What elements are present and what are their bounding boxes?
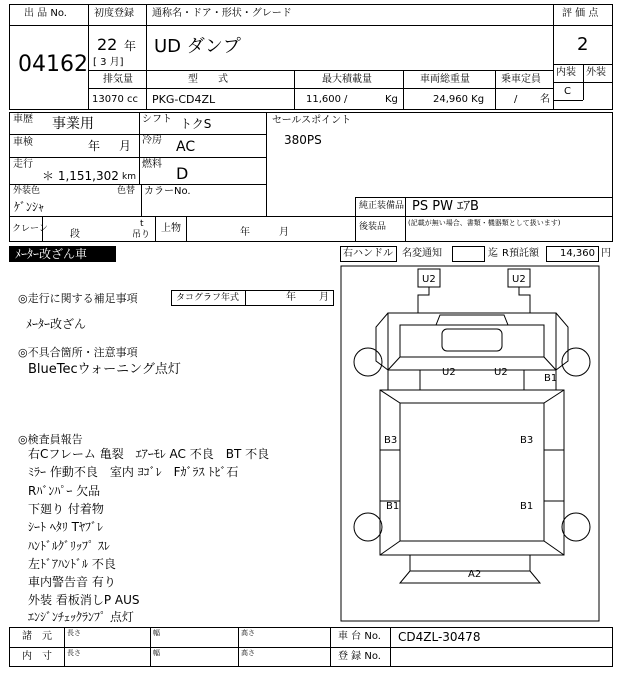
- driving-heading: ◎走行に関する補足事項: [18, 292, 138, 305]
- color-code-label: カラーNo.: [144, 186, 191, 197]
- capacity-unit: 名: [540, 94, 550, 105]
- windshield: [442, 329, 502, 351]
- recycle-label: R預託額: [502, 248, 539, 259]
- tacho-label: タコグラフ年式: [176, 293, 240, 303]
- footer-width-1: 幅: [153, 629, 160, 637]
- wheel-rear-right: [562, 513, 590, 541]
- reg-year: 22: [97, 35, 118, 54]
- tacho-month: 月: [319, 292, 329, 303]
- footer-length-1: 長さ: [67, 629, 81, 637]
- inspector-heading: ◎検査員報告: [18, 433, 83, 446]
- max-load-value: 11,600: [306, 94, 341, 105]
- shift-value: トクS: [180, 117, 212, 131]
- tacho-year: 年: [286, 292, 296, 303]
- body-year: 年: [240, 227, 250, 238]
- mark-b1-left: B1: [386, 501, 400, 512]
- interior-grade: C: [564, 86, 571, 97]
- lot-label: 出 品 No.: [24, 8, 67, 19]
- footer-height-1: 高さ: [241, 629, 255, 637]
- truck-damage-diagram: [340, 265, 600, 622]
- color-no-label: 色替: [117, 186, 136, 196]
- reg-year-unit: 年: [124, 39, 137, 53]
- crane-lift: 吊り: [132, 230, 151, 240]
- dump-body: [380, 390, 564, 555]
- displacement-label: 排気量: [103, 74, 133, 85]
- gvw-label: 車両総重量: [420, 74, 470, 85]
- inspector-line: 左ﾄﾞｱﾊﾝﾄﾞﾙ 不良: [28, 557, 116, 571]
- ac-value: AC: [176, 139, 196, 155]
- exterior-color-value: ｹﾞﾝｼｬ: [14, 200, 45, 214]
- mark-b1-top: B1: [544, 373, 558, 384]
- inspection-month: 月: [119, 139, 132, 153]
- score-value: 2: [577, 34, 589, 55]
- defect-heading: ◎不具合箇所・注意事項: [18, 346, 138, 359]
- interior-label: 内装: [556, 67, 576, 78]
- equipment-label: 純正装備品: [359, 201, 405, 211]
- capacity-slash: /: [514, 94, 518, 105]
- mileage-value: ＊ 1,151,302: [42, 169, 119, 183]
- inspector-line: 右Cフレーム 亀裂 ｴｱｰﾓﾚ AC 不良 BT 不良: [28, 447, 270, 461]
- crane-ton: t: [140, 219, 144, 229]
- car-name-label: 通称名・ドア・形状・グレード: [152, 8, 292, 19]
- driving-note: ﾒｰﾀｰ改ざん: [26, 317, 87, 331]
- footer-width-2: 幅: [153, 649, 160, 657]
- mileage-unit: km: [122, 172, 136, 182]
- name-change-label: 名変通知: [402, 248, 442, 259]
- sales-point-label: セールスポイント: [272, 115, 352, 126]
- fuel-label: 燃料: [142, 159, 162, 170]
- aftermarket-label: 後装品: [359, 222, 387, 232]
- inspection-year: 年: [88, 139, 101, 153]
- mark-a2: A2: [468, 569, 482, 580]
- inspector-line: Rﾊﾞﾝﾊﾟｰ 欠品: [28, 484, 101, 498]
- equipment-value: PS PW ｴｱB: [412, 199, 479, 214]
- mark-u2-top-left: U2: [422, 274, 436, 285]
- fuel-value: D: [176, 164, 189, 183]
- recycle-amount: 14,360: [560, 248, 595, 259]
- displacement-value: 13070 cc: [92, 94, 138, 105]
- defect-note: BlueTecウォーニング点灯: [28, 362, 181, 377]
- mark-b1-right: B1: [520, 501, 534, 512]
- exterior-label: 外装: [586, 67, 606, 78]
- steering-value: 右ハンドル: [343, 248, 393, 259]
- wheel-rear-left: [354, 513, 382, 541]
- crane-label: クレーン: [12, 224, 48, 234]
- name-change-box: [452, 246, 485, 262]
- body-label: 上物: [161, 223, 181, 234]
- chassis-number: CD4ZL-30478: [398, 630, 481, 644]
- history-value: 事業用: [52, 116, 94, 132]
- footer-length-2: 長さ: [67, 649, 81, 657]
- max-load-label: 最大積載量: [322, 74, 372, 85]
- mileage-label: 走行: [13, 159, 33, 170]
- inspector-line: 外装 看板消しP AUS: [28, 593, 140, 607]
- crane-step: 段: [70, 229, 80, 240]
- sales-point-value: 380PS: [284, 133, 322, 147]
- mark-u2-top-right: U2: [512, 274, 526, 285]
- inspector-line: ｼｰﾄ ﾍﾀﾘ Tﾔﾌﾞﾚ: [28, 520, 103, 534]
- body-month: 月: [279, 227, 289, 238]
- exterior-color-label: 外装色: [13, 186, 41, 196]
- inspection-prefix: 迄: [488, 248, 498, 259]
- gvw-value: 24,960 Kg: [433, 94, 485, 105]
- odometer-banner: ﾒｰﾀｰ改ざん車: [9, 246, 116, 262]
- ac-label: 冷房: [142, 135, 162, 146]
- model-value: PKG-CD4ZL: [152, 93, 216, 106]
- mark-u2-mid-left: U2: [442, 367, 456, 378]
- lot-number: 04162: [18, 52, 88, 77]
- footer-interior-label: 内 寸: [22, 651, 52, 662]
- registration-label: 登 録 No.: [338, 651, 381, 662]
- footer-dims-label: 諸 元: [22, 631, 52, 642]
- aftermarket-note: (記載が無い場合、書類・機器類として扱います): [408, 219, 561, 227]
- inspector-line: ﾊﾝﾄﾞﾙｸﾞﾘｯﾌﾟ ｽﾚ: [28, 539, 110, 553]
- max-load-slash: /: [344, 94, 348, 105]
- inspector-line: 下廻り 付着物: [28, 502, 104, 516]
- max-load-unit: Kg: [385, 94, 398, 105]
- first-reg-label: 初度登録: [94, 8, 134, 19]
- capacity-label: 乗車定員: [501, 74, 541, 85]
- mark-u2-mid-right: U2: [494, 367, 508, 378]
- reg-month: [ 3 月]: [93, 57, 124, 68]
- inspection-label: 車検: [13, 137, 33, 148]
- mark-b3-right: B3: [520, 435, 534, 446]
- yen-unit: 円: [601, 248, 611, 259]
- mark-b3-left: B3: [384, 435, 398, 446]
- inspector-line: 車内警告音 有り: [28, 575, 116, 589]
- chassis-label: 車 台 No.: [338, 631, 381, 642]
- inspector-line: ﾐﾗｰ 作動不良 室内 ﾖｺﾞﾚ Fｶﾞﾗｽ ﾄﾋﾞ石: [28, 465, 239, 479]
- footer-height-2: 高さ: [241, 649, 255, 657]
- cab-outline: [388, 313, 556, 370]
- shift-label: シフト: [142, 114, 172, 125]
- history-label: 車歴: [13, 114, 33, 125]
- model-label: 型 式: [188, 74, 228, 85]
- score-label: 評 価 点: [562, 8, 599, 19]
- inspector-line: ｴﾝｼﾞﾝﾁｪｯｸﾗﾝﾌﾟ 点灯: [28, 610, 134, 624]
- car-name: UD ダンプ: [154, 36, 241, 57]
